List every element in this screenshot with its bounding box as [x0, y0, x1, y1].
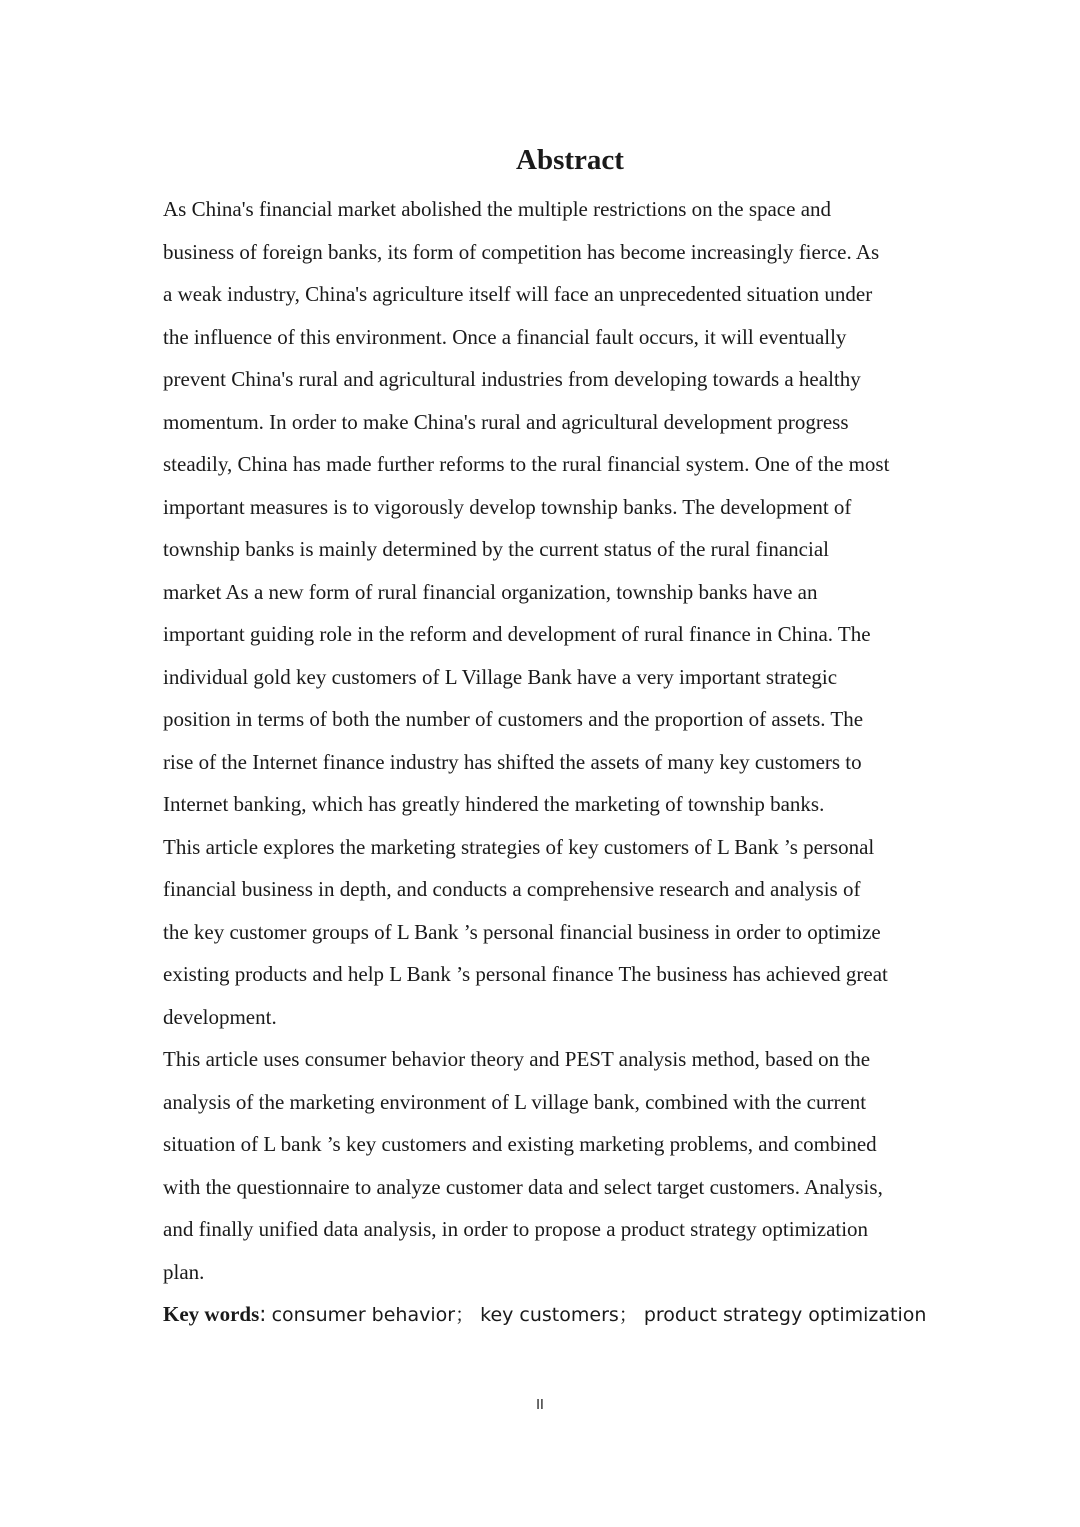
text-line: individual gold key customers of L Village Bank have a very important strategic [163, 664, 838, 689]
text-line: This article explores the marketing strategies of key customers of L Bank ’s personal [163, 834, 875, 859]
page-number: II [536, 1398, 544, 1413]
text-line: situation of L bank ’s key customers and existing marketing problems, and combined [163, 1132, 877, 1156]
abstract-body [163, 188, 923, 1293]
text-line: business of foreign banks, its form of competition has become increasingly fierce. As [163, 239, 880, 264]
abstract-paragraph-1 [163, 188, 923, 826]
text-line: analysis of the marketing environment of L village bank, combined with the current [163, 1089, 867, 1114]
text-line: prevent China's rural and agricultural industries from developing towards a healthy [163, 367, 861, 391]
text-line: with the questionnaire to analyze customer data and select target customers. Analysis, [163, 1174, 883, 1199]
text-line: steadily, China has made further reforms to the rural financial system. One of the most [163, 452, 890, 476]
text-line: and finally unified data analysis, in order to propose a product strategy optimization [163, 1217, 869, 1241]
text-line: important measures is to vigorously develop township banks. The development of [163, 494, 852, 519]
text-line: township banks is mainly determined by the current status of the rural financial [163, 537, 829, 561]
text-line: important guiding role in the reform and development of rural finance in China. The [163, 622, 871, 646]
text-line: As China's financial market abolished the multiple restrictions on the space and [163, 197, 832, 221]
text-line: market As a new form of rural financial organization, township banks have an [163, 579, 818, 604]
abstract-paragraph-3 [163, 1038, 923, 1293]
abstract-paragraph-2 [163, 826, 923, 1039]
text-line: the influence of this environment. Once a financial fault occurs, it will eventually [163, 324, 847, 349]
text-line: momentum. In order to make China's rural and agricultural development progress [163, 409, 849, 434]
keywords-value: consumer behavior； key customers； product strategy optimization [271, 1304, 927, 1326]
text-line: existing products and help L Bank ’s personal finance The business has achieved great [163, 962, 888, 986]
keywords-line [163, 1293, 927, 1336]
text-line: the key customer groups of L Bank ’s personal financial business in order to optimize [163, 919, 881, 944]
keywords-label: Key words [163, 1302, 260, 1326]
keywords-separator: : [259, 1302, 267, 1326]
abstract-title: Abstract [516, 144, 624, 176]
text-line: Internet banking, which has greatly hindered the marketing of township banks. [163, 792, 825, 816]
text-line: a weak industry, China's agriculture itself will face an unprecedented situation under [163, 282, 873, 306]
text-line: financial business in depth, and conducts a comprehensive research and analysis of [163, 877, 861, 901]
text-line: rise of the Internet finance industry has shifted the assets of many key customers to [163, 749, 862, 774]
text-line: plan. [163, 1259, 205, 1284]
text-line: development. [163, 1004, 277, 1029]
text-line: position in terms of both the number of customers and the proportion of assets. The [163, 707, 864, 731]
text-line: This article uses consumer behavior theory and PEST analysis method, based on the [163, 1047, 871, 1071]
